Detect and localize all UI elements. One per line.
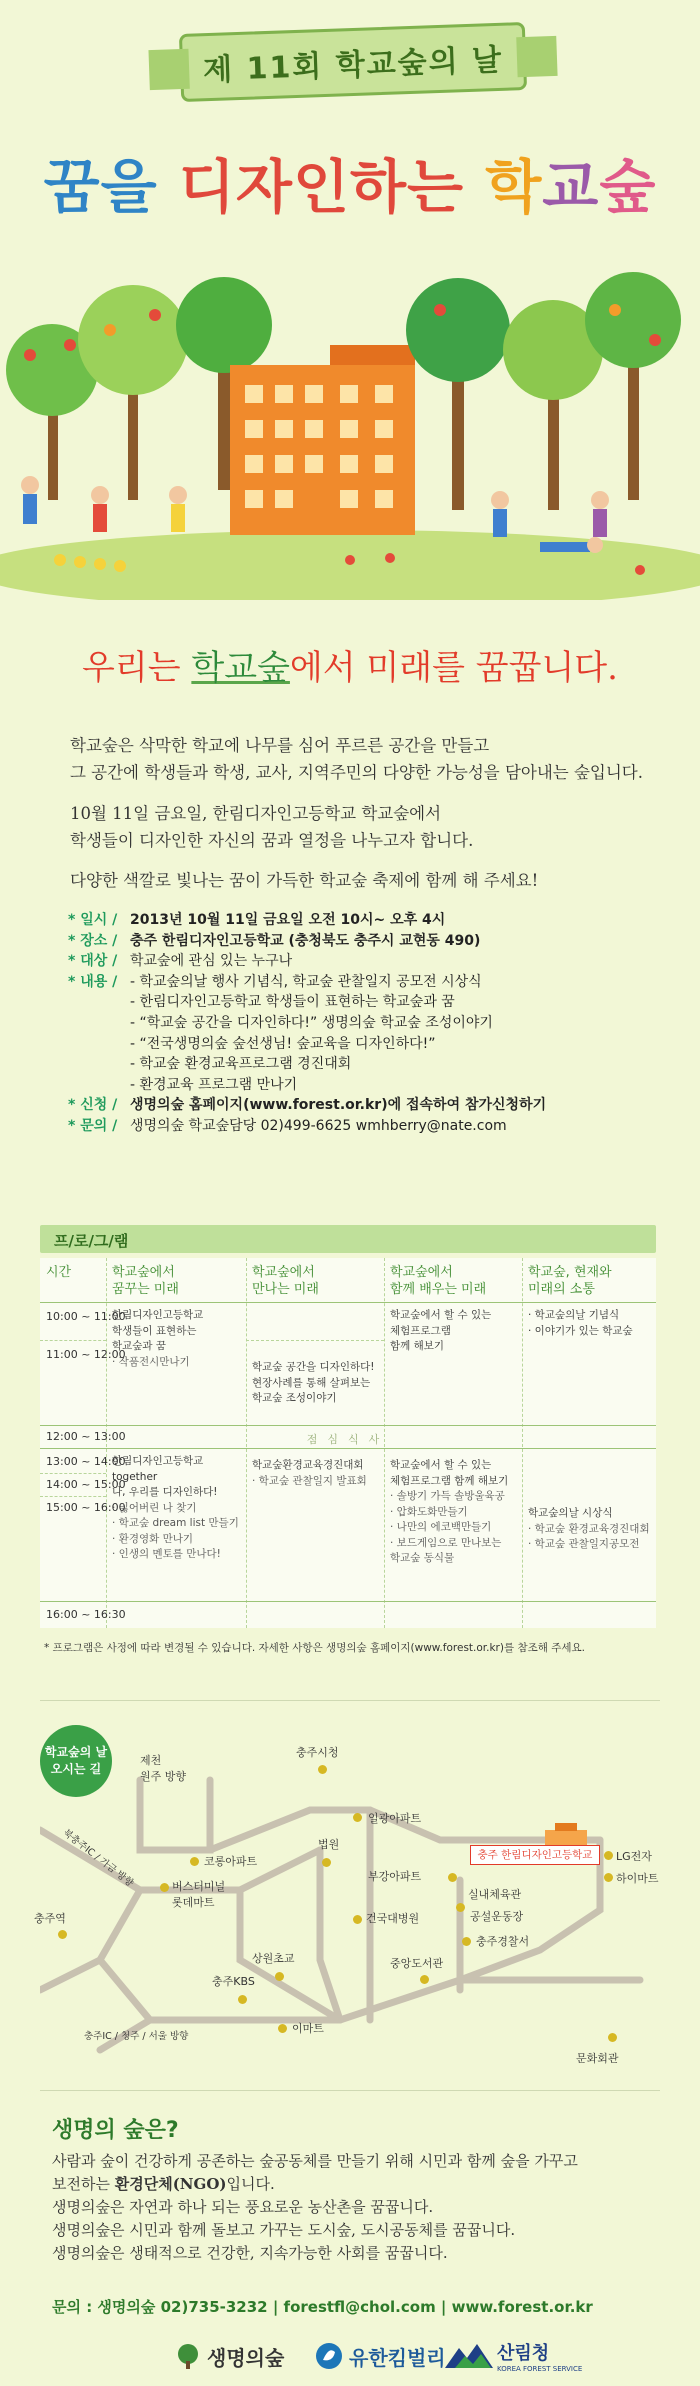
cell-line: · 학교숲 관찰일지 발표회 bbox=[252, 1474, 367, 1487]
school-forest-illustration bbox=[0, 270, 700, 600]
tree-crown bbox=[78, 285, 188, 395]
intro-paragraph-1 bbox=[70, 732, 670, 786]
intro-line: 학교숲은 삭막한 학교에 나무를 심어 푸르른 공간을 만들고 bbox=[70, 736, 490, 755]
logo-text bbox=[497, 2339, 582, 2373]
forest-line bbox=[52, 2173, 672, 2196]
forest-line-part: 보전하는 bbox=[52, 2175, 115, 2193]
info-label: * 문의 / bbox=[68, 1117, 118, 1134]
cell-line: · 인생의 멘토를 만나다! bbox=[112, 1548, 221, 1560]
info-value: 2013년 10월 11일 금요일 오전 10시~ 오후 4시 bbox=[130, 912, 446, 928]
col-header-time: 시간 bbox=[46, 1265, 72, 1280]
cell-line: 학교숲과 꿈 bbox=[112, 1340, 167, 1352]
info-row-inquiry bbox=[68, 1116, 688, 1137]
logo-name: 유한킴벌리 bbox=[349, 2345, 446, 2370]
leaf-logo-icon bbox=[315, 2342, 343, 2370]
fruit bbox=[149, 309, 161, 321]
time-slot: 14:00 ~ 15:00 bbox=[46, 1478, 126, 1491]
sponsor-logos bbox=[0, 2338, 700, 2378]
forest-line: 생명의숲은 자연과 하나 되는 풍요로운 농산촌을 꿈꿉니다. bbox=[52, 2198, 434, 2216]
info-label: * 신청 / bbox=[68, 1097, 118, 1114]
program-cell bbox=[390, 1458, 508, 1567]
map-pin bbox=[318, 1765, 327, 1774]
title-part: 학 bbox=[485, 153, 543, 221]
cell-line: 학교숲 동식물 bbox=[390, 1552, 455, 1564]
contact-info: 문의 : 생명의숲 02)735-3232 | forestfl@chol.com | www.forest.or.kr bbox=[52, 2298, 593, 2316]
forest-line-part: 입니다. bbox=[226, 2175, 275, 2193]
cell-line: · 잃어버린 나 찾기 bbox=[112, 1501, 197, 1514]
forest-description bbox=[52, 2150, 672, 2265]
intro-line: 그 공간에 학생들과 학생, 교사, 지역주민의 다양한 가능성을 담아내는 숲입니다. bbox=[70, 763, 643, 782]
info-row-apply bbox=[68, 1095, 688, 1116]
section-divider bbox=[40, 2090, 660, 2091]
info-row-place bbox=[68, 931, 688, 952]
slogan-post: 에서 미래를 꿈꿉니다. bbox=[289, 648, 618, 688]
cell-line: 학교숲환경교육경진대회 bbox=[252, 1459, 364, 1471]
header-banner bbox=[0, 0, 700, 600]
cell-line: 학생들이 표현하는 bbox=[112, 1324, 197, 1337]
forest-title: 생명의 숲은? bbox=[52, 2118, 179, 2143]
forest-line-bold: 환경단체(NGO) bbox=[114, 2175, 227, 2193]
table-divider bbox=[40, 1302, 656, 1303]
title-part: 교 bbox=[542, 153, 600, 221]
map-label: 중앙도서관 bbox=[390, 1957, 444, 1970]
map-label: 법원 bbox=[318, 1838, 340, 1851]
title-part: 을 bbox=[100, 153, 179, 221]
fruit bbox=[64, 339, 76, 351]
cell-line: 체험프로그램 bbox=[390, 1324, 451, 1337]
logo-yuhan-kimberly bbox=[315, 2338, 446, 2374]
map-pin bbox=[160, 1883, 169, 1892]
cell-line: 체험프로그램 함께 해보기 bbox=[390, 1474, 509, 1487]
info-row-content bbox=[68, 992, 688, 1013]
col-header-line: 학교숲에서 bbox=[112, 1265, 175, 1280]
table-divider bbox=[40, 1425, 656, 1426]
info-row-target bbox=[68, 951, 688, 972]
time-slot: 10:00 ~ 11:00 bbox=[46, 1310, 126, 1323]
info-row-content bbox=[68, 1075, 688, 1096]
map-label: 충주경찰서 bbox=[476, 1935, 530, 1948]
cell-line: · 압화도화만들기 bbox=[390, 1505, 468, 1518]
cell-line: 학교숲의날 시상식 bbox=[528, 1507, 613, 1519]
info-row-content bbox=[68, 1054, 688, 1075]
col-header-line: 학교숲에서 bbox=[252, 1265, 315, 1280]
info-value: 생명의숲 학교숲담당 02)499-6625 wmhberry@nate.com bbox=[130, 1117, 507, 1134]
col-header-3 bbox=[390, 1264, 486, 1298]
cell-line: · 환경영화 만나기 bbox=[112, 1532, 194, 1545]
intro-paragraph-2 bbox=[70, 800, 670, 854]
slogan-pre: 우리는 bbox=[82, 648, 192, 688]
event-info bbox=[68, 910, 688, 1137]
ribbon-text: 제 11회 학교숲의 날 bbox=[202, 42, 504, 89]
directions-map bbox=[40, 1720, 660, 2060]
program-cell bbox=[528, 1506, 650, 1553]
col-header-1 bbox=[112, 1264, 179, 1298]
school-marker-roof bbox=[555, 1823, 577, 1831]
map-label: 하이마트 bbox=[616, 1872, 659, 1885]
title-ribbon bbox=[179, 22, 527, 102]
map-badge-line: 오시는 길 bbox=[50, 1762, 102, 1776]
map-label: 북충주IC / 가금 방향 bbox=[60, 1827, 136, 1889]
col-header-4 bbox=[528, 1264, 612, 1298]
info-value: - “학교숲 공간을 디자인하다!” 생명의숲 학교숲 조성이야기 bbox=[130, 1014, 493, 1031]
map-label: 실내체육관 bbox=[468, 1888, 522, 1901]
program-cell bbox=[112, 1454, 239, 1563]
title-part: 꿈 bbox=[43, 153, 101, 221]
program-cell bbox=[528, 1308, 633, 1339]
map-label: 부강아파트 bbox=[368, 1870, 422, 1883]
title-part: 숲 bbox=[599, 153, 657, 221]
map-label: LG전자 bbox=[616, 1850, 652, 1863]
info-label: * 내용 / bbox=[68, 973, 118, 990]
map-pin bbox=[353, 1813, 362, 1822]
col-header-2 bbox=[252, 1264, 319, 1298]
cell-line: 한림디자인고등학교 bbox=[112, 1309, 204, 1321]
time-slot: 11:00 ~ 12:00 bbox=[46, 1348, 126, 1361]
map-label: 롯데마트 bbox=[172, 1896, 215, 1909]
col-header-line: 만나는 미래 bbox=[252, 1282, 319, 1297]
map-label: 건국대병원 bbox=[366, 1912, 420, 1925]
cell-line: 학교숲 조성이야기 bbox=[252, 1392, 337, 1404]
table-divider bbox=[40, 1448, 656, 1449]
intro-line: 10월 11일 금요일, 한림디자인고등학교 학교숲에서 bbox=[70, 804, 442, 823]
program-cell bbox=[252, 1360, 374, 1407]
map-pin bbox=[608, 2033, 617, 2042]
cell-line: 학교숲에서 할 수 있는 bbox=[390, 1459, 492, 1471]
program-cell bbox=[390, 1308, 491, 1355]
map-pin bbox=[604, 1873, 613, 1882]
map-pin bbox=[238, 1995, 247, 2004]
cell-line: 한림디자인고등학교 bbox=[112, 1455, 204, 1467]
forest-line: 사람과 숲이 건강하게 공존하는 숲공동체를 만들기 위해 시민과 함께 숲을 가꾸고 bbox=[52, 2152, 578, 2170]
cell-line: 학교숲에서 할 수 있는 bbox=[390, 1309, 492, 1321]
mountain-logo-icon bbox=[445, 2342, 493, 2370]
info-row-content bbox=[68, 1013, 688, 1034]
map-pin bbox=[420, 1975, 429, 1984]
program-tab-label: 프/로/그/램 bbox=[54, 1232, 129, 1250]
map-pin bbox=[462, 1937, 471, 1946]
map-label: 원주 방향 bbox=[140, 1770, 187, 1783]
program-cell bbox=[112, 1308, 203, 1370]
program-note: * 프로그램은 사정에 따라 변경될 수 있습니다. 자세한 사항은 생명의숲 홈페이지(www.forest.or.kr)를 참조해 주세요. bbox=[44, 1642, 585, 1654]
info-row-date bbox=[68, 910, 688, 931]
map-pin bbox=[604, 1851, 613, 1860]
col-header-line: 함께 배우는 미래 bbox=[390, 1282, 487, 1297]
info-value: 학교숲에 관심 있는 누구나 bbox=[130, 953, 293, 970]
info-label: * 대상 / bbox=[68, 953, 118, 970]
table-divider bbox=[40, 1340, 106, 1341]
map-roads bbox=[40, 1780, 640, 2050]
table-divider bbox=[40, 1496, 106, 1497]
map-pin bbox=[190, 1857, 199, 1866]
map-label: 충주IC / 청주 / 서울 방향 bbox=[84, 2031, 189, 2042]
cell-line: · 이야기가 있는 학교숲 bbox=[528, 1324, 633, 1337]
logo-korea-forest-service bbox=[445, 2338, 582, 2374]
cell-line: 나, 우리를 디자인하다! bbox=[112, 1486, 218, 1498]
info-value: - 학교숲 환경교육프로그램 경진대회 bbox=[130, 1056, 352, 1073]
forest-line: 생명의숲은 생태적으로 건강한, 지속가능한 사회를 꿈꿉니다. bbox=[52, 2244, 448, 2262]
cell-line: together bbox=[112, 1470, 158, 1483]
map-label: 이마트 bbox=[292, 2022, 324, 2035]
info-row-content bbox=[68, 1034, 688, 1055]
intro-line: 다양한 색깔로 빛나는 꿈이 가득한 학교숲 축제에 함께 해 주세요! bbox=[70, 871, 539, 890]
map-label: 공설운동장 bbox=[470, 1910, 524, 1923]
info-value: - 학교숲의날 행사 기념식, 학교숲 관찰일지 공모전 시상식 bbox=[130, 973, 482, 990]
tree-logo-icon bbox=[175, 2343, 201, 2369]
cell-line: · 학교숲 환경교육경진대회 bbox=[528, 1522, 650, 1535]
logo-name: 생명의숲 bbox=[207, 2345, 285, 2370]
table-divider bbox=[246, 1340, 384, 1341]
tree-crown bbox=[585, 272, 681, 368]
tree-crown bbox=[176, 277, 272, 373]
info-value: - “전국생명의숲 숲선생님! 숲교육을 디자인하다!” bbox=[130, 1035, 436, 1052]
fruit bbox=[649, 334, 661, 346]
map-pin bbox=[448, 1873, 457, 1882]
cell-line: 학교숲 공간을 디자인하다! bbox=[252, 1361, 375, 1373]
col-header-line: 미래의 소통 bbox=[528, 1282, 595, 1297]
cell-line: · 나만의 에코백만들기 bbox=[390, 1521, 492, 1533]
forest-line: 생명의숲은 시민과 함께 돌보고 가꾸는 도시숲, 도시공동체를 꿈꿉니다. bbox=[52, 2221, 516, 2239]
cell-line: · 학교숲 관찰일지공모전 bbox=[528, 1538, 640, 1550]
cell-line: · 학교숲 dream list 만들기 bbox=[112, 1517, 239, 1529]
map-label: 충주시청 bbox=[296, 1746, 339, 1759]
fruit bbox=[104, 324, 116, 336]
fruit bbox=[434, 304, 446, 316]
time-slot: 12:00 ~ 13:00 bbox=[46, 1430, 126, 1443]
map-label: 충주역 bbox=[34, 1912, 66, 1925]
info-value: 생명의숲 홈페이지(www.forest.or.kr)에 접속하여 참가신청하기 bbox=[130, 1097, 547, 1114]
cell-line: · 보드게임으로 만나보는 bbox=[390, 1536, 502, 1549]
map-badge-line: 학교숲의 날 bbox=[44, 1745, 108, 1759]
cell-line: · 솔방기 가득 솔방울육공 bbox=[390, 1490, 505, 1502]
info-row-content bbox=[68, 972, 688, 993]
map-pin bbox=[275, 1972, 284, 1981]
map-label: 상원초교 bbox=[252, 1952, 295, 1965]
title-part: 디자인하는 bbox=[178, 153, 486, 221]
destination-label: 충주 한림디자인고등학교 bbox=[470, 1845, 600, 1865]
map-label: 제천 bbox=[140, 1754, 162, 1767]
logo-name: 산림청 bbox=[497, 2343, 550, 2364]
info-label: * 장소 / bbox=[68, 932, 118, 949]
intro-line: 학생들이 디자인한 자신의 꿈과 열정을 나누고자 합니다. bbox=[70, 831, 474, 850]
col-header-line: 학교숲에서 bbox=[390, 1265, 453, 1280]
map-label: 문화회관 bbox=[576, 2052, 619, 2065]
slogan bbox=[0, 640, 700, 689]
col-header-line: 꿈꾸는 미래 bbox=[112, 1282, 179, 1297]
time-slot: 15:00 ~ 16:00 bbox=[46, 1501, 126, 1514]
cell-line: · 학교숲의날 기념식 bbox=[528, 1309, 620, 1321]
tree-crown bbox=[406, 278, 510, 382]
map-pin bbox=[322, 1858, 331, 1867]
map-pin bbox=[353, 1915, 362, 1924]
section-divider bbox=[40, 1700, 660, 1701]
map-pin bbox=[456, 1903, 465, 1912]
time-slot: 13:00 ~ 14:00 bbox=[46, 1455, 126, 1468]
program-cell bbox=[252, 1458, 367, 1489]
intro-paragraph-3 bbox=[70, 867, 670, 894]
cell-line: · 작품전시만나기 bbox=[112, 1355, 190, 1368]
map-badge bbox=[40, 1725, 112, 1797]
table-divider bbox=[40, 1601, 656, 1602]
map-pin bbox=[58, 1930, 67, 1939]
info-label: * 일시 / bbox=[68, 912, 118, 928]
info-value: - 환경교육 프로그램 만나기 bbox=[130, 1076, 298, 1093]
slogan-highlight: 학교숲 bbox=[191, 648, 290, 688]
fruit bbox=[24, 349, 36, 361]
map-pin bbox=[278, 2024, 287, 2033]
map-label: 일광아파트 bbox=[368, 1812, 422, 1825]
table-divider bbox=[40, 1473, 106, 1474]
lunch-label: 점심식사 bbox=[306, 1433, 390, 1446]
map-label: 충주KBS bbox=[212, 1975, 255, 1988]
program-table bbox=[40, 1258, 656, 1628]
logo-subtitle: KOREA FOREST SERVICE bbox=[497, 2365, 583, 2373]
fruit bbox=[609, 304, 621, 316]
map-label: 버스터미널 bbox=[172, 1880, 226, 1893]
logo-forest-for-life bbox=[175, 2338, 284, 2374]
time-slot: 16:00 ~ 16:30 bbox=[46, 1608, 126, 1621]
program-tab bbox=[40, 1225, 656, 1253]
map-label: 코롱아파트 bbox=[204, 1855, 258, 1868]
info-value: 충주 한림디자인고등학교 (충청북도 충주시 교현동 490) bbox=[130, 932, 481, 949]
col-header-line: 학교숲, 현재와 bbox=[528, 1265, 612, 1280]
info-value: - 한림디자인고등학교 학생들이 표현하는 학교숲과 꿈 bbox=[130, 994, 455, 1011]
building-roof bbox=[330, 345, 415, 365]
cell-line: 현장사례를 통해 살펴보는 bbox=[252, 1376, 371, 1389]
main-title bbox=[0, 140, 700, 224]
cell-line: 함께 해보기 bbox=[390, 1340, 445, 1352]
